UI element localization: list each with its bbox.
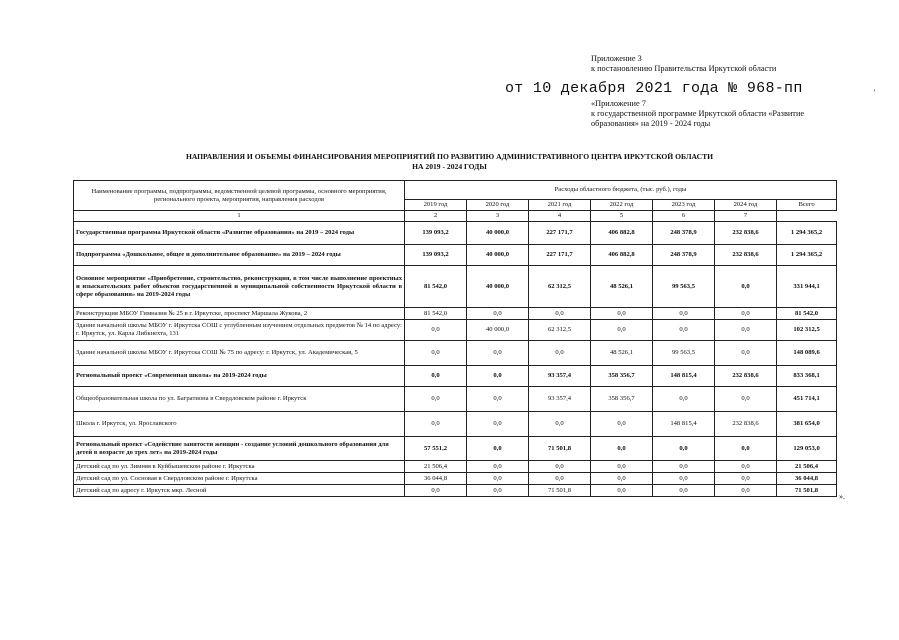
table-row [74,308,837,320]
year-header: 2023 год [653,200,715,211]
row-value: 0,0 [715,485,777,497]
row-value: 48 526,1 [591,266,653,308]
row-value: 48 526,1 [591,341,653,366]
row-value: 0,0 [591,412,653,437]
row-value: 0,0 [591,473,653,485]
row-value: 93 357,4 [529,366,591,387]
row-value: 0,0 [467,473,529,485]
closing-quote: ». [839,492,845,501]
row-value: 139 093,2 [405,222,467,245]
table-row [74,437,837,461]
decree-date-number: от 10 декабря 2021 года № 968-пп [505,80,803,97]
row-total: 81 542,0 [777,308,837,320]
row-value: 0,0 [653,485,715,497]
row-value: 0,0 [467,461,529,473]
row-value: 0,0 [653,461,715,473]
row-value: 40 000,0 [467,245,529,266]
row-value: 71 501,8 [529,485,591,497]
table-row [74,320,837,341]
table-row [74,266,837,308]
row-value: 0,0 [653,387,715,412]
row-value: 248 378,9 [653,245,715,266]
row-value: 148 815,4 [653,412,715,437]
row-name: Основное мероприятие «Приобретение, строительство, реконструкция, в том числе выполнение проектных и изыскательских работ объектов государственной и муниципальной собственности Иркутской области в сфере образования» на 2019-2024 годы [74,266,405,308]
row-value: 358 356,7 [591,387,653,412]
row-value: 81 542,0 [405,308,467,320]
row-value: 0,0 [467,366,529,387]
row-total: 833 368,1 [777,366,837,387]
row-value: 0,0 [529,461,591,473]
row-name: Школа г. Иркутск, ул. Ярославского [74,412,405,437]
row-value: 0,0 [591,437,653,461]
row-value: 93 357,4 [529,387,591,412]
year-header: 2019 год [405,200,467,211]
row-value: 148 815,4 [653,366,715,387]
row-value: 0,0 [529,308,591,320]
year-header: 2021 год [529,200,591,211]
row-value: 0,0 [715,320,777,341]
column-number: 3 [467,211,529,222]
row-value: 62 312,5 [529,266,591,308]
row-value: 99 563,5 [653,266,715,308]
resolution-reference: к постановлению Правительства Иркутской области [591,64,777,73]
appendix-7-label: «Приложение 7 [591,99,646,108]
row-value: 0,0 [653,473,715,485]
row-value: 0,0 [653,437,715,461]
column-number: 6 [653,211,715,222]
row-value: 0,0 [715,266,777,308]
row-value: 0,0 [653,308,715,320]
row-value: 0,0 [715,437,777,461]
row-name: Здание начальной школы МБОУ г. Иркутска СОШ с углубленным изучением отдельных предметов № 14 по адресу: г. Иркутск, ул. Карла Либкнехта, 131 [74,320,405,341]
row-total: 36 044,8 [777,473,837,485]
row-value: 0,0 [467,341,529,366]
year-header: Всего [777,200,837,211]
row-value: 99 563,5 [653,341,715,366]
document-title [0,152,899,172]
year-header: 2022 год [591,200,653,211]
column-number: 7 [715,211,777,222]
row-name: Детский сад по ул. Сосновая в Свердловском районе г. Иркутска [74,473,405,485]
row-total: 451 714,1 [777,387,837,412]
name-column-header: Наименование программы, подпрограммы, ведомственной целевой программы, основного мероприятия, регионального проекта, мероприятия, направления расходов [74,181,405,211]
row-value: 40 000,0 [467,320,529,341]
year-header: 2020 год [467,200,529,211]
row-value: 0,0 [529,341,591,366]
row-value: 71 501,8 [529,437,591,461]
row-value: 36 044,8 [405,473,467,485]
row-name: Региональный проект «Содействие занятости женщин - создание условий дошкольного образования для детей в возрасте до трех лет» на 2019-2024 годы [74,437,405,461]
row-value: 0,0 [405,341,467,366]
table-row [74,387,837,412]
table-row [74,366,837,387]
table-row [74,245,837,266]
row-name: Региональный проект «Современная школа» на 2019-2024 годы [74,366,405,387]
financing-table [73,180,837,497]
row-value: 248 378,9 [653,222,715,245]
row-value: 21 506,4 [405,461,467,473]
row-value: 0,0 [405,366,467,387]
row-value: 139 093,2 [405,245,467,266]
row-name: Реконструкция МБОУ Гимназия № 25 в г. Иркутске, проспект Маршала Жукова, 2 [74,308,405,320]
row-name: Государственная программа Иркутской области «Развитие образования» на 2019 – 2024 годы [74,222,405,245]
program-reference: к государственной программе Иркутской области «Развитие [591,109,805,118]
header-row [74,181,837,200]
row-value: 0,0 [467,308,529,320]
row-value: 227 171,7 [529,222,591,245]
row-value: 0,0 [467,485,529,497]
row-name: Детский сад по адресу г. Иркутск мкр. Лесной [74,485,405,497]
row-value: 0,0 [467,412,529,437]
row-value: 232 838,6 [715,412,777,437]
row-value: 227 171,7 [529,245,591,266]
row-total: 1 294 365,2 [777,222,837,245]
row-value: 81 542,0 [405,266,467,308]
row-value: 0,0 [591,485,653,497]
row-total: 331 944,1 [777,266,837,308]
row-value: 0,0 [715,387,777,412]
row-total: 381 654,0 [777,412,837,437]
row-value: 0,0 [591,320,653,341]
row-value: 0,0 [653,320,715,341]
row-value: 40 000,0 [467,266,529,308]
column-number: 2 [405,211,467,222]
row-name: Общеобразовательная школа по ул. Багратиона в Свердловском районе г. Иркутск [74,387,405,412]
row-value: 0,0 [405,320,467,341]
table-row [74,222,837,245]
table-row [74,341,837,366]
row-value: 232 838,6 [715,245,777,266]
row-value: 232 838,6 [715,366,777,387]
row-total: 129 053,0 [777,437,837,461]
row-name: Подпрограмма «Дошкольное, общее и дополнительное образование» на 2019 – 2024 годы [74,245,405,266]
table-row [74,485,837,497]
row-value: 0,0 [591,308,653,320]
row-value: 406 882,8 [591,245,653,266]
row-value: 0,0 [405,412,467,437]
row-value: 406 882,8 [591,222,653,245]
row-value: 0,0 [467,437,529,461]
row-total: 1 294 365,2 [777,245,837,266]
row-value: 0,0 [715,461,777,473]
expenses-header: Расходы областного бюджета, (тыс. руб.), годы [405,181,837,200]
row-value: 232 838,6 [715,222,777,245]
row-value: 0,0 [529,412,591,437]
column-number: 5 [591,211,653,222]
column-numbers-row [74,211,837,222]
year-header: 2024 год [715,200,777,211]
appendix-label: Приложение 3 [591,54,642,63]
row-value: 62 312,5 [529,320,591,341]
title-line-2: НА 2019 - 2024 ГОДЫ [412,162,487,171]
row-value: 0,0 [591,461,653,473]
table-row [74,412,837,437]
column-number: 4 [529,211,591,222]
row-value: 0,0 [529,473,591,485]
row-value: 0,0 [715,473,777,485]
row-total: 71 501,8 [777,485,837,497]
row-value: 358 356,7 [591,366,653,387]
row-value: 0,0 [405,387,467,412]
row-value: 0,0 [715,308,777,320]
row-name: Детский сад по ул. Зимняя в Куйбышевском районе г. Иркутска [74,461,405,473]
row-value: 40 000,0 [467,222,529,245]
table-row [74,473,837,485]
stray-mark: ' [874,88,876,97]
title-line-1: НАПРАВЛЕНИЯ И ОБЪЕМЫ ФИНАНСИРОВАНИЯ МЕРОПРИЯТИЙ ПО РАЗВИТИЮ АДМИНИСТРАТИВНОГО ЦЕНТРА ИРКУТСКОЙ ОБЛАСТИ [185,152,714,161]
row-name: Здание начальной школы МБОУ г. Иркутска СОШ № 75 по адресу: г. Иркутск, ул. Академическая, 5 [74,341,405,366]
row-total: 148 089,6 [777,341,837,366]
row-value: 0,0 [405,485,467,497]
row-total: 102 312,5 [777,320,837,341]
row-value: 0,0 [467,387,529,412]
row-value: 0,0 [715,341,777,366]
row-total: 21 506,4 [777,461,837,473]
row-value: 57 551,2 [405,437,467,461]
program-reference-cont: образования» на 2019 - 2024 годы [591,119,711,128]
column-number: 1 [74,211,405,222]
table-row [74,461,837,473]
